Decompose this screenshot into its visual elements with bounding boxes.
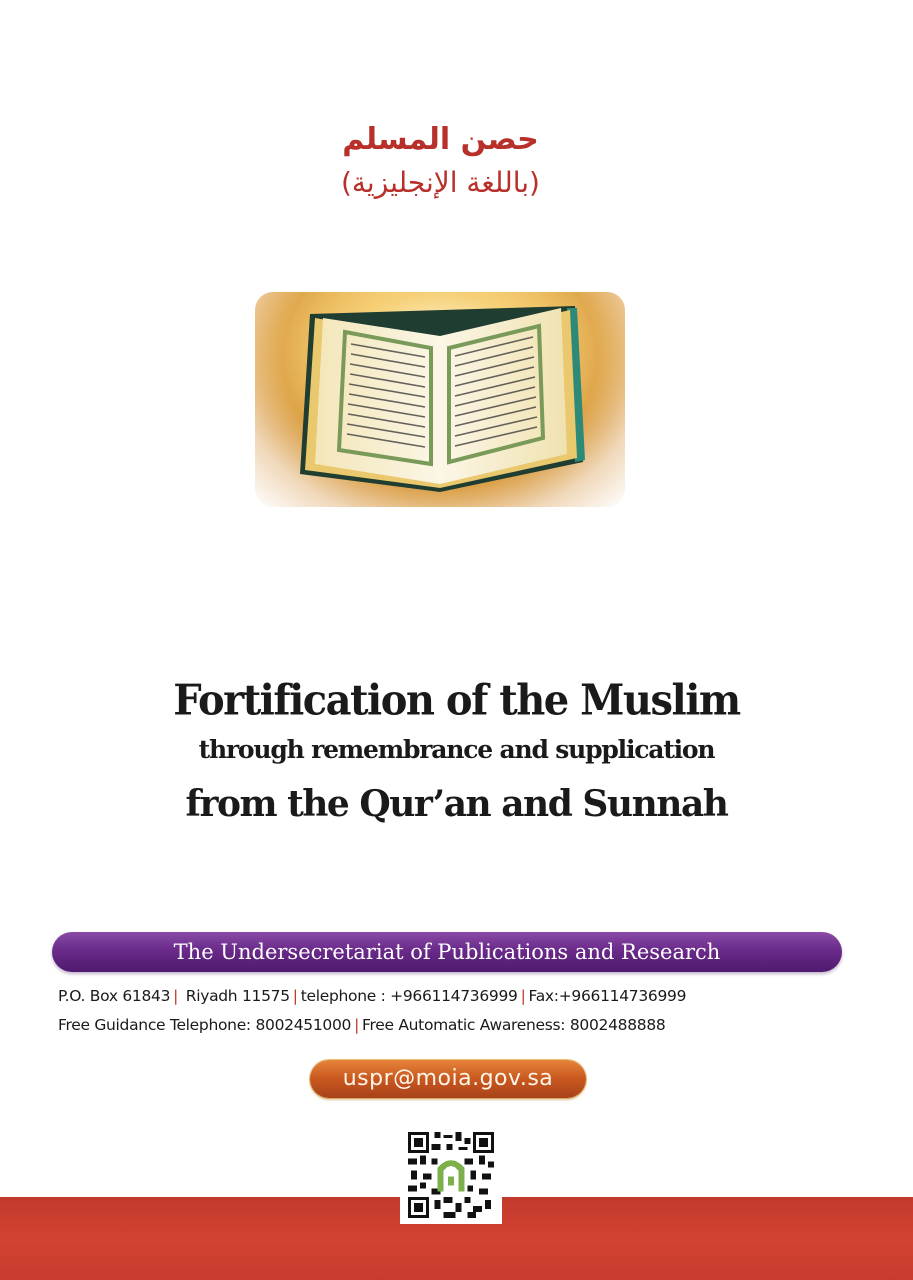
telephone: telephone : +966114736999 — [300, 987, 518, 1005]
po-box: P.O. Box 61843 — [58, 987, 171, 1005]
city: Riyadh 11575 — [185, 987, 290, 1005]
book-subtitle-line1: through remembrance and supplication — [198, 735, 715, 764]
separator: | — [173, 987, 179, 1005]
qr-code — [400, 1126, 502, 1224]
contact-line-hotlines — [58, 1016, 858, 1034]
email-pill[interactable]: uspr@moia.gov.sa — [310, 1060, 586, 1098]
separator: | — [520, 987, 526, 1005]
arabic-subtitle: (باللغة الإنجليزية) — [341, 166, 540, 199]
separator: | — [354, 1016, 360, 1034]
free-guidance-phone: Free Guidance Telephone: 8002451000 — [58, 1016, 352, 1034]
contact-line-address — [58, 987, 858, 1005]
free-awareness-phone: Free Automatic Awareness: 8002488888 — [362, 1016, 666, 1034]
fax: Fax:+966114736999 — [528, 987, 687, 1005]
separator: | — [292, 987, 298, 1005]
publisher-bar: The Undersecretariat of Publications and Research — [52, 932, 842, 972]
quran-book-image — [255, 292, 625, 507]
book-subtitle-line2: from the Qur’an and Sunnah — [185, 783, 728, 825]
arabic-title: حصن المسلم — [342, 122, 539, 157]
book-title: Fortification of the Muslim — [173, 675, 740, 726]
